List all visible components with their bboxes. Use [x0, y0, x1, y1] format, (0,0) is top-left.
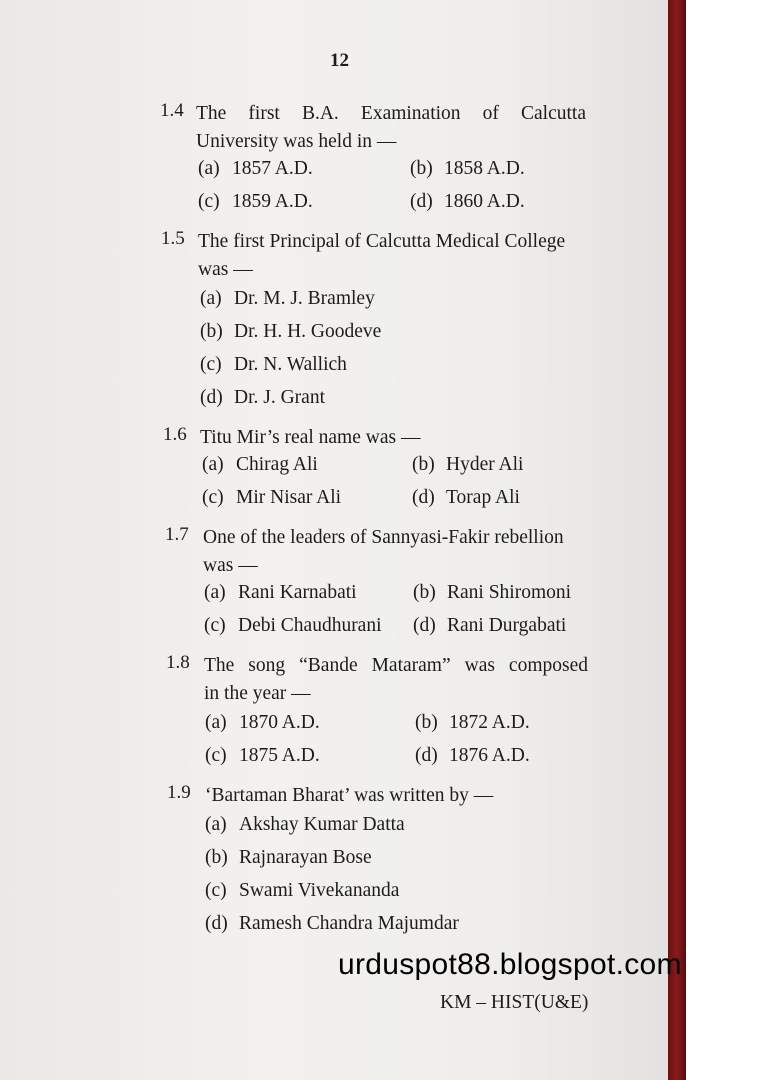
question-1-9	[0, 782, 640, 946]
option-a[interactable]: (a) Dr. M. J. Bramley	[200, 288, 375, 309]
option-a[interactable]: (a) 1870 A.D.	[205, 712, 320, 733]
option-d[interactable]: (d) Dr. J. Grant	[200, 387, 325, 408]
option-d[interactable]: (d) 1876 A.D.	[415, 745, 530, 766]
question-1-5	[0, 228, 640, 420]
option-a[interactable]: (a) Chirag Ali	[202, 454, 318, 475]
option-c[interactable]: (c) 1859 A.D.	[198, 191, 313, 212]
question-text-line: The first Principal of Calcutta Medical College	[198, 231, 566, 252]
question-text-line: The first B.A. Examination of Calcutta	[196, 103, 586, 124]
question-number: 1.8	[166, 652, 190, 673]
question-number: 1.4	[160, 100, 184, 121]
option-d[interactable]: (d) Ramesh Chandra Majumdar	[205, 913, 459, 934]
option-a[interactable]: (a) Rani Karnabati	[204, 582, 357, 603]
option-c[interactable]: (c) Mir Nisar Ali	[202, 487, 342, 508]
option-b[interactable]: (b) 1858 A.D.	[410, 158, 525, 179]
watermark-url: urduspot88.blogspot.com	[338, 948, 682, 981]
option-d[interactable]: (d) Rani Durgabati	[413, 615, 567, 636]
option-b[interactable]: (b) Dr. H. H. Goodeve	[200, 321, 382, 342]
option-c[interactable]: (c) 1875 A.D.	[205, 745, 320, 766]
option-a[interactable]: (a) Akshay Kumar Datta	[205, 814, 405, 835]
question-text-line: was —	[203, 555, 258, 576]
question-number: 1.6	[163, 424, 187, 445]
option-c[interactable]: (c) Swami Vivekananda	[205, 880, 400, 901]
question-number: 1.9	[167, 782, 191, 803]
option-d[interactable]: (d) Torap Ali	[412, 487, 520, 508]
question-1-6	[0, 424, 640, 520]
question-1-4	[0, 100, 640, 224]
question-text-line: in the year —	[204, 683, 311, 704]
option-a[interactable]: (a) 1857 A.D.	[198, 158, 313, 179]
option-b[interactable]: (b) Hyder Ali	[412, 454, 524, 475]
question-text-line: One of the leaders of Sannyasi-Fakir rebellion	[203, 527, 564, 548]
question-text-line: University was held in —	[196, 131, 397, 152]
question-1-8	[0, 652, 640, 778]
page-number: 12	[330, 50, 349, 71]
question-text-line: was —	[198, 259, 253, 280]
question-number: 1.5	[161, 228, 185, 249]
question-text-line: ‘Bartaman Bharat’ was written by —	[205, 785, 494, 806]
option-c[interactable]: (c) Dr. N. Wallich	[200, 354, 347, 375]
footer-paper-code: KM – HIST(U&E)	[440, 992, 589, 1013]
option-b[interactable]: (b) Rani Shiromoni	[413, 582, 572, 603]
question-text-line: Titu Mir’s real name was —	[200, 427, 421, 448]
book-binding-edge	[668, 0, 686, 1080]
option-b[interactable]: (b) Rajnarayan Bose	[205, 847, 372, 868]
option-c[interactable]: (c) Debi Chaudhurani	[204, 615, 382, 636]
question-text-line: The song “Bande Mataram” was composed	[204, 655, 588, 676]
question-1-7	[0, 524, 640, 648]
option-d[interactable]: (d) 1860 A.D.	[410, 191, 525, 212]
question-number: 1.7	[165, 524, 189, 545]
option-b[interactable]: (b) 1872 A.D.	[415, 712, 530, 733]
